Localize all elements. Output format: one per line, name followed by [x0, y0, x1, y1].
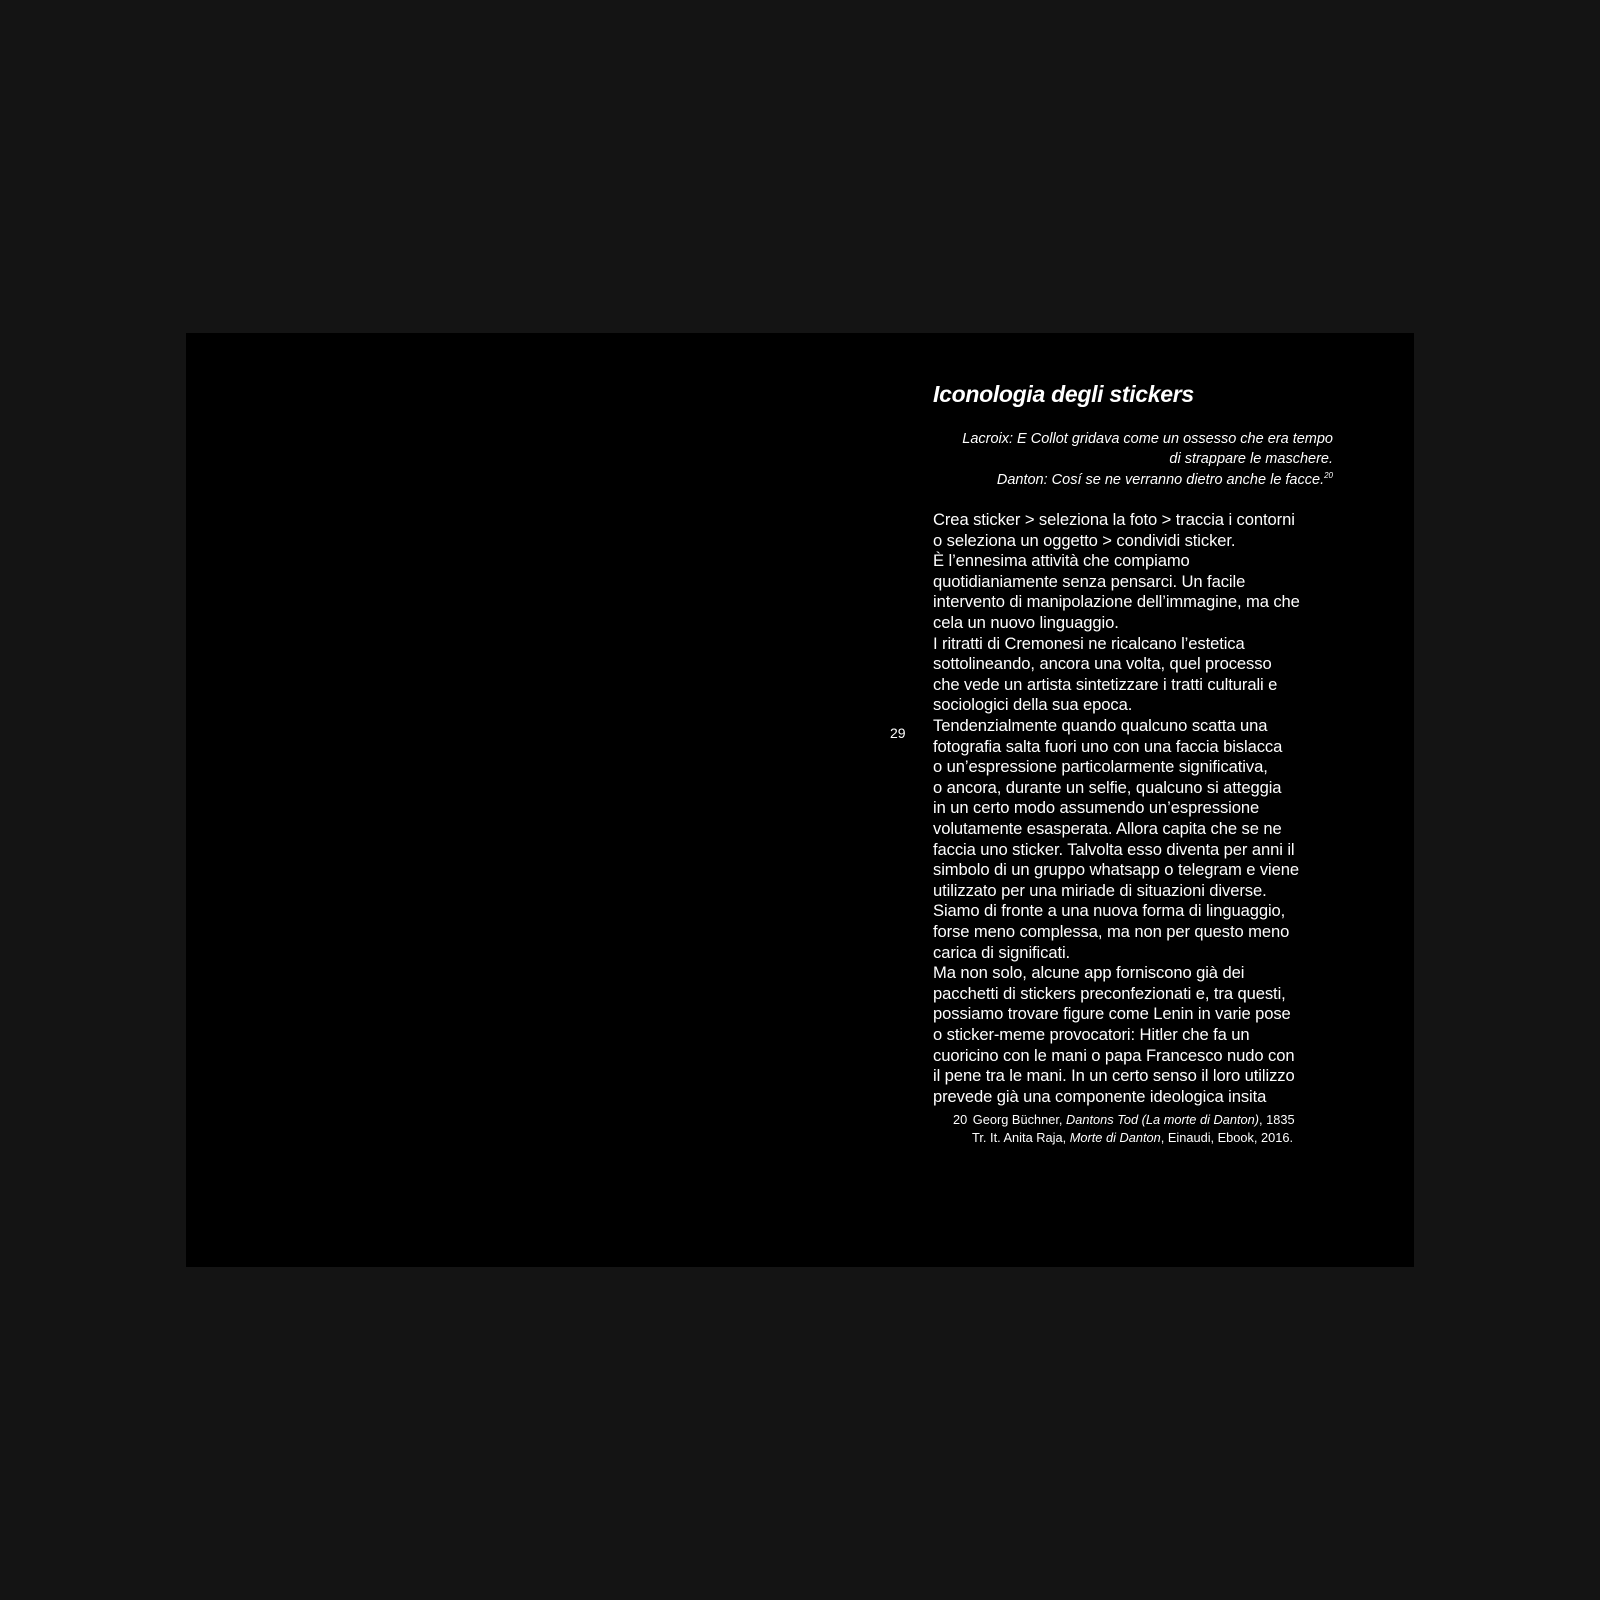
- footnote-translation-suffix: , Einaudi, Ebook, 2016.: [1160, 1129, 1294, 1145]
- body-text-line: quotidianiamente senza pensarci. Un facile: [933, 571, 1246, 591]
- footnote: [933, 1111, 1333, 1146]
- body-text-line: Crea sticker > seleziona la foto > traccia i contorni: [933, 510, 1295, 530]
- body-text-line: Ma non solo, alcune app forniscono già dei: [933, 963, 1245, 983]
- body-text-line: fotografia salta fuori uno con una faccia bislacca: [933, 736, 1283, 756]
- epigraph-line: di strappare le maschere.: [1169, 451, 1333, 468]
- body-text-line: cela un nuovo linguaggio.: [933, 613, 1119, 633]
- chapter-title: Iconologia degli stickers: [933, 381, 1194, 407]
- body-text-line: possiamo trovare figure come Lenin in varie pose: [933, 1004, 1291, 1024]
- body-text-line: faccia uno sticker. Talvolta esso diventa per anni il: [933, 839, 1295, 859]
- footnote-line: [953, 1111, 1333, 1129]
- body-text-line: cuoricino con le mani o papa Francesco nudo con: [933, 1045, 1295, 1065]
- body-text-line: sottolineando, ancora una volta, quel processo: [933, 654, 1272, 674]
- body-text-line: volutamente esasperata. Allora capita che se ne: [933, 819, 1282, 838]
- footnote-number: 20: [953, 1112, 968, 1128]
- left-page-blank: [186, 333, 800, 1267]
- epigraph-line-last: [933, 470, 1333, 491]
- body-text-line: sociologici della sua epoca.: [933, 695, 1133, 715]
- body-text-line: pacchetti di stickers preconfezionati e, tra questi,: [933, 983, 1286, 1003]
- body-text-line: forse meno complessa, ma non per questo meno: [933, 921, 1290, 941]
- footnote-translation-title: Morte di Danton: [1069, 1129, 1161, 1145]
- body-text-line: in un certo modo assumendo un’espressione: [933, 798, 1260, 818]
- body-text-line: o seleziona un oggetto > condividi sticker.: [933, 530, 1236, 550]
- body-text-line: prevede già una componente ideologica insita: [933, 1086, 1267, 1106]
- epigraph-line-text: Danton: Cosí se ne verranno dietro anche le facce.: [996, 471, 1325, 488]
- epigraph: [933, 429, 1333, 491]
- body-text-line: carica di significati.: [933, 942, 1071, 962]
- body-text-line: È l’ennesima attività che compiamo: [933, 551, 1190, 571]
- body-text-line: simbolo di un gruppo whatsapp o telegram e viene: [933, 860, 1300, 880]
- footnote-translation-prefix: Tr. It. Anita Raja,: [972, 1129, 1070, 1145]
- body-text-line: I ritratti di Cremonesi ne ricalcano l’estetica: [933, 633, 1245, 653]
- body-text-line: che vede un artista sintetizzare i tratti culturali e: [933, 674, 1278, 694]
- footnote-author: Georg Büchner,: [972, 1112, 1066, 1128]
- body-text: [933, 510, 1333, 1107]
- body-text-line: o un’espressione particolarmente significativa,: [933, 757, 1268, 777]
- text-column: [933, 381, 1333, 1146]
- body-text-line: o ancora, durante un selfie, qualcuno si atteggia: [933, 777, 1282, 797]
- body-text-line: utilizzato per una miriade di situazioni diverse.: [933, 880, 1267, 900]
- footnote-year: , 1835: [1259, 1112, 1295, 1128]
- book-spread: [186, 333, 1414, 1267]
- footnote-work-title: Dantons Tod (La morte di Danton): [1066, 1112, 1260, 1128]
- epigraph-line: Lacroix: E Collot gridava come un ossesso che era tempo: [962, 430, 1333, 447]
- body-text-line: o sticker-meme provocatori: Hitler che fa un: [933, 1024, 1250, 1044]
- body-text-line: Siamo di fronte a una nuova forma di linguaggio,: [933, 901, 1286, 921]
- body-text-line: Tendenzialmente quando qualcuno scatta una: [933, 716, 1268, 736]
- page-number: 29: [890, 725, 906, 741]
- body-text-line: intervento di manipolazione dell’immagine, ma che: [933, 592, 1300, 612]
- footnote-line: [953, 1129, 1333, 1147]
- footnote-reference: 20: [1324, 470, 1333, 480]
- body-text-line: il pene tra le mani. In un certo senso il loro utilizzo: [933, 1066, 1295, 1086]
